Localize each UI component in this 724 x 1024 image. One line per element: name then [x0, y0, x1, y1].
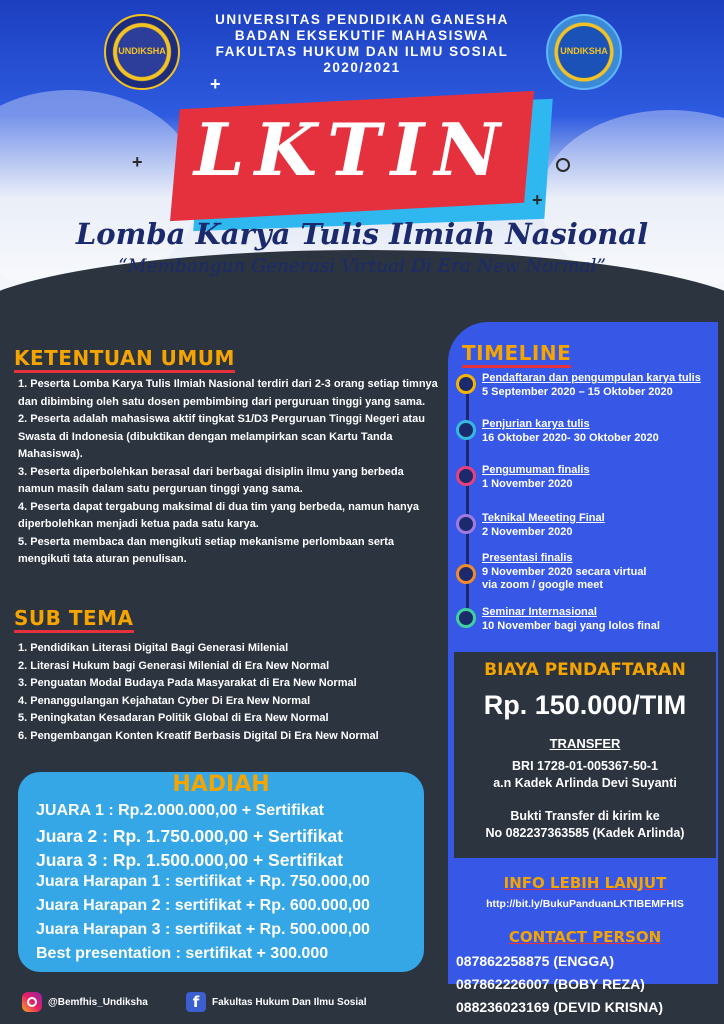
timeline-date: 16 Oktober 2020- 30 Oktober 2020: [482, 432, 659, 444]
header-line-2: BADAN EKSEKUTIF MAHASISWA: [234, 28, 490, 43]
contact-item: 087862226007 (BOBY REZA): [456, 976, 645, 992]
timeline-title: Presentasi finalis: [482, 552, 573, 564]
timeline-date-line: via zoom / google meet: [482, 579, 604, 591]
subtema-heading-text: SUB TEMA: [14, 606, 134, 633]
header-line-3: FAKULTAS HUKUM DAN ILMU SOSIAL: [215, 44, 509, 59]
registration-price: Rp. 150.000/TIM: [483, 690, 687, 720]
plus-decor-icon: +: [132, 152, 143, 172]
facebook-icon: f: [186, 992, 206, 1012]
timeline-heading-text: TIMELINE: [462, 341, 571, 368]
timeline-title: Pengumuman finalis: [482, 464, 590, 476]
timeline-date: 5 September 2020 – 15 Oktober 2020: [482, 386, 673, 398]
circle-decor-icon: [556, 158, 570, 172]
transfer-label: TRANSFER: [549, 736, 621, 751]
proof-line: Bukti Transfer di kirim ke: [510, 809, 660, 823]
bank-number: BRI 1728-01-005367-50-1: [512, 759, 658, 773]
contact-heading: CONTACT PERSON: [508, 928, 662, 946]
logo-right-text: UNDIKSHA: [560, 46, 608, 56]
timeline-dot-icon: [456, 564, 476, 584]
timeline-date: [482, 566, 647, 592]
ketentuan-heading-text: KETENTUAN UMUM: [14, 346, 235, 373]
header-line-4: 2020/2021: [323, 60, 401, 75]
timeline-date: 1 November 2020: [482, 478, 573, 490]
timeline-dot-icon: [456, 420, 476, 440]
list-item: 5. Peserta membaca dan mengikuti setiap mekanisme perlombaan serta mengikuti tata aturan penulisan.: [18, 535, 394, 565]
list-item: 3. Penguatan Modal Budaya Pada Masyarakat di Era New Normal: [18, 677, 357, 689]
prize-item: JUARA 1 : Rp.2.000.000,00 + Sertifikat: [36, 802, 324, 819]
list-item: 1. Pendidikan Literasi Digital Bagi Generasi Milenial: [18, 642, 289, 654]
prize-item: Juara Harapan 3 : sertifikat + Rp. 500.000,00: [36, 920, 370, 938]
contact-list: [456, 950, 718, 1019]
organizer-header: [150, 12, 574, 76]
instagram-text: @Bemfhis_Undiksha: [48, 996, 148, 1008]
subtema-heading: [14, 606, 134, 633]
timeline-heading: [462, 341, 571, 368]
bank-account: [454, 758, 716, 792]
header-line-1: UNIVERSITAS PENDIDIKAN GANESHA: [215, 12, 509, 27]
list-item: 2. Literasi Hukum bagi Generasi Milenial di Era New Normal: [18, 659, 330, 672]
list-item: 5. Peningkatan Kesadaran Politik Global di Era New Normal: [18, 712, 329, 724]
proof-line: No 082237363585 (Kadek Arlinda): [485, 826, 685, 840]
timeline-dot-icon: [456, 514, 476, 534]
facebook-text: Fakultas Hukum Dan Ilmu Sosial: [212, 996, 367, 1008]
list-item: 4. Peserta dapat tergabung maksimal di dua tim yang berbeda, namun hanya diperbolehkan menjadi ketua pada satu karya.: [18, 500, 420, 530]
hadiah-heading: HADIAH: [172, 772, 270, 797]
timeline-title: Pendaftaran dan pengumpulan karya tulis: [482, 372, 701, 384]
prize-item: Juara Harapan 1 : sertifikat + Rp. 750.000,00: [36, 873, 370, 891]
event-subtitle: Lomba Karya Tulis Ilmiah Nasional: [75, 217, 649, 251]
list-item: 6. Pengembangan Konten Kreatif Berbasis Digital Di Era New Normal: [18, 729, 379, 742]
event-tagline: “Membangun Generasi Virtual Di Era New Normal”: [118, 256, 606, 277]
hadiah-list: [36, 802, 426, 969]
timeline-title: Penjurian karya tulis: [482, 418, 590, 430]
bank-holder: a.n Kadek Arlinda Devi Suyanti: [493, 776, 677, 790]
timeline-title: Teknikal Meeeting Final: [482, 512, 605, 524]
timeline-date: 2 November 2020: [482, 526, 573, 538]
timeline-date-line: 9 November 2020 secara virtual: [482, 566, 647, 578]
ketentuan-heading: [14, 346, 235, 373]
contact-item: 088236023169 (DEVID KRISNA): [456, 999, 663, 1015]
list-item: 2. Peserta adalah mahasiswa aktif tingkat S1/D3 Perguruan Tinggi Negeri atau Swasta di Indonesia (dibuktikan dengan melampirkan scan Kartu Tanda Mahasiswa).: [18, 413, 425, 460]
instagram-icon: [22, 992, 42, 1012]
instagram-handle[interactable]: [22, 992, 148, 1012]
list-item: 4. Penanggulangan Kejahatan Cyber Di Era New Normal: [18, 694, 311, 707]
subtema-list: [18, 640, 444, 745]
contact-item: 087862258875 (ENGGA): [456, 953, 614, 969]
prize-item: Juara 3 : Rp. 1.500.000,00 + Sertifikat: [36, 849, 343, 870]
timeline-dot-icon: [456, 466, 476, 486]
timeline-date: 10 November bagi yang lolos final: [482, 620, 660, 632]
info-heading: INFO LEBIH LANJUT: [503, 874, 667, 892]
timeline-dot-icon: [456, 608, 476, 628]
plus-decor-icon: +: [210, 74, 221, 94]
prize-item: Juara Harapan 2 : sertifikat + Rp. 600.000,00: [36, 897, 370, 915]
list-item: 3. Peserta diperbolehkan berasal dari berbagai disiplin ilmu yang berbeda namun masih dalam satu perguruan tinggi yang sama.: [18, 465, 404, 495]
biaya-heading: BIAYA PENDAFTARAN: [484, 660, 686, 680]
event-title: LKTIN: [193, 107, 511, 192]
facebook-page[interactable]: [186, 992, 366, 1012]
logo-left-text: UNDIKSHA: [118, 46, 166, 56]
timeline-title: Seminar Internasional: [482, 606, 597, 618]
transfer-proof: [454, 808, 716, 842]
ketentuan-list: [18, 376, 438, 569]
prize-item: Best presentation : sertifikat + 300.000: [36, 944, 329, 962]
prize-item: Juara 2 : Rp. 1.750.000,00 + Sertifikat: [36, 825, 343, 846]
guide-link[interactable]: http://bit.ly/BukuPanduanLKTIBEMFHIS: [486, 898, 684, 910]
list-item: 1. Peserta Lomba Karya Tulis Ilmiah Nasional terdiri dari 2-3 orang setiap timnya dan dibimbing oleh satu dosen pembimbing dari perguruan tinggi yang sama.: [18, 378, 438, 408]
timeline-dot-icon: [456, 374, 476, 394]
plus-decor-icon: +: [532, 190, 543, 210]
